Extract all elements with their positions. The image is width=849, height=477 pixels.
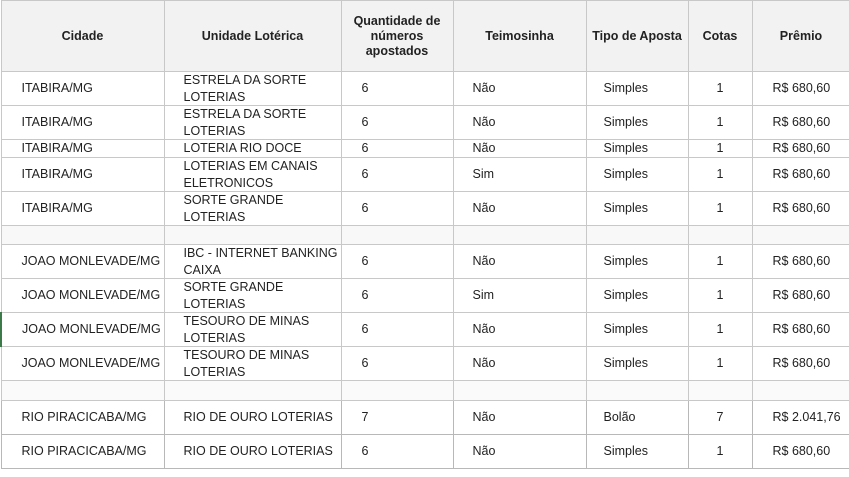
teimosinha-cell: Não [453,192,586,226]
table-row [1,72,849,106]
premio-cell: R$ 680,60 [752,313,849,347]
unidade-cell: SORTE GRANDE LOTERIAS [164,279,341,313]
teimosinha-cell: Sim [453,158,586,192]
premio-cell: R$ 680,60 [752,72,849,106]
cotas-cell: 1 [688,245,752,279]
group-spacer [1,381,849,401]
premio-cell: R$ 2.041,76 [752,401,849,435]
unidade-cell: ESTRELA DA SORTE LOTERIAS [164,72,341,106]
table-row [1,245,849,279]
group-spacer [1,226,849,245]
premio-cell: R$ 680,60 [752,106,849,140]
tipo-cell: Bolão [586,401,688,435]
unidade-cell: LOTERIA RIO DOCE [164,140,341,158]
cotas-cell: 7 [688,401,752,435]
table-row [1,158,849,192]
tipo-cell: Simples [586,158,688,192]
premio-cell: R$ 680,60 [752,347,849,381]
tipo-cell: Simples [586,279,688,313]
premio-cell: R$ 680,60 [752,158,849,192]
cotas-cell: 1 [688,106,752,140]
teimosinha-cell: Não [453,245,586,279]
teimosinha-cell: Não [453,435,586,469]
teimosinha-cell: Não [453,347,586,381]
unidade-cell: RIO DE OURO LOTERIAS [164,401,341,435]
premio-cell: R$ 680,60 [752,192,849,226]
quantidade-cell: 6 [341,245,453,279]
cidade-cell: ITABIRA/MG [1,72,164,106]
table-row [1,106,849,140]
cotas-cell: 1 [688,279,752,313]
header-teimosinha: Teimosinha [453,1,586,72]
header-cotas: Cotas [688,1,752,72]
tipo-cell: Simples [586,192,688,226]
quantidade-cell: 6 [341,279,453,313]
cotas-cell: 1 [688,313,752,347]
header-unidade: Unidade Lotérica [164,1,341,72]
teimosinha-cell: Não [453,313,586,347]
quantidade-cell: 6 [341,106,453,140]
unidade-cell: TESOURO DE MINAS LOTERIAS [164,313,341,347]
tipo-cell: Simples [586,106,688,140]
cidade-cell: JOAO MONLEVADE/MG [1,347,164,381]
tipo-cell: Simples [586,140,688,158]
quantidade-cell: 6 [341,140,453,158]
premio-cell: R$ 680,60 [752,245,849,279]
table-row [1,140,849,158]
cotas-cell: 1 [688,158,752,192]
table-row [1,313,849,347]
cidade-cell: ITABIRA/MG [1,140,164,158]
table-row [1,435,849,469]
cidade-cell: JOAO MONLEVADE/MG [1,279,164,313]
unidade-cell: SORTE GRANDE LOTERIAS [164,192,341,226]
header-cidade: Cidade [1,1,164,72]
quantidade-cell: 6 [341,313,453,347]
cotas-cell: 1 [688,72,752,106]
table-row [1,347,849,381]
cotas-cell: 1 [688,192,752,226]
unidade-cell: IBC - INTERNET BANKING CAIXA [164,245,341,279]
quantidade-cell: 6 [341,72,453,106]
tipo-cell: Simples [586,347,688,381]
tipo-cell: Simples [586,245,688,279]
premio-cell: R$ 680,60 [752,140,849,158]
header-premio: Prêmio [752,1,849,72]
teimosinha-cell: Não [453,140,586,158]
cidade-cell: ITABIRA/MG [1,106,164,140]
quantidade-cell: 6 [341,435,453,469]
tipo-cell: Simples [586,313,688,347]
cidade-cell: JOAO MONLEVADE/MG [1,313,164,347]
quantidade-cell: 7 [341,401,453,435]
tipo-cell: Simples [586,435,688,469]
header-quantidade: Quantidade de números apostados [341,1,453,72]
header-row [1,1,849,72]
teimosinha-cell: Sim [453,279,586,313]
premio-cell: R$ 680,60 [752,279,849,313]
cidade-cell: ITABIRA/MG [1,192,164,226]
cidade-cell: RIO PIRACICABA/MG [1,435,164,469]
cotas-cell: 1 [688,347,752,381]
tipo-cell: Simples [586,72,688,106]
teimosinha-cell: Não [453,72,586,106]
quantidade-cell: 6 [341,192,453,226]
quantidade-cell: 6 [341,347,453,381]
unidade-cell: LOTERIAS EM CANAIS ELETRONICOS [164,158,341,192]
teimosinha-cell: Não [453,401,586,435]
cidade-cell: ITABIRA/MG [1,158,164,192]
table-row [1,401,849,435]
premio-cell: R$ 680,60 [752,435,849,469]
table-row [1,279,849,313]
cidade-cell: JOAO MONLEVADE/MG [1,245,164,279]
unidade-cell: TESOURO DE MINAS LOTERIAS [164,347,341,381]
unidade-cell: RIO DE OURO LOTERIAS [164,435,341,469]
header-tipo: Tipo de Aposta [586,1,688,72]
cidade-cell: RIO PIRACICABA/MG [1,401,164,435]
quantidade-cell: 6 [341,158,453,192]
teimosinha-cell: Não [453,106,586,140]
unidade-cell: ESTRELA DA SORTE LOTERIAS [164,106,341,140]
table-row [1,192,849,226]
cotas-cell: 1 [688,140,752,158]
cotas-cell: 1 [688,435,752,469]
